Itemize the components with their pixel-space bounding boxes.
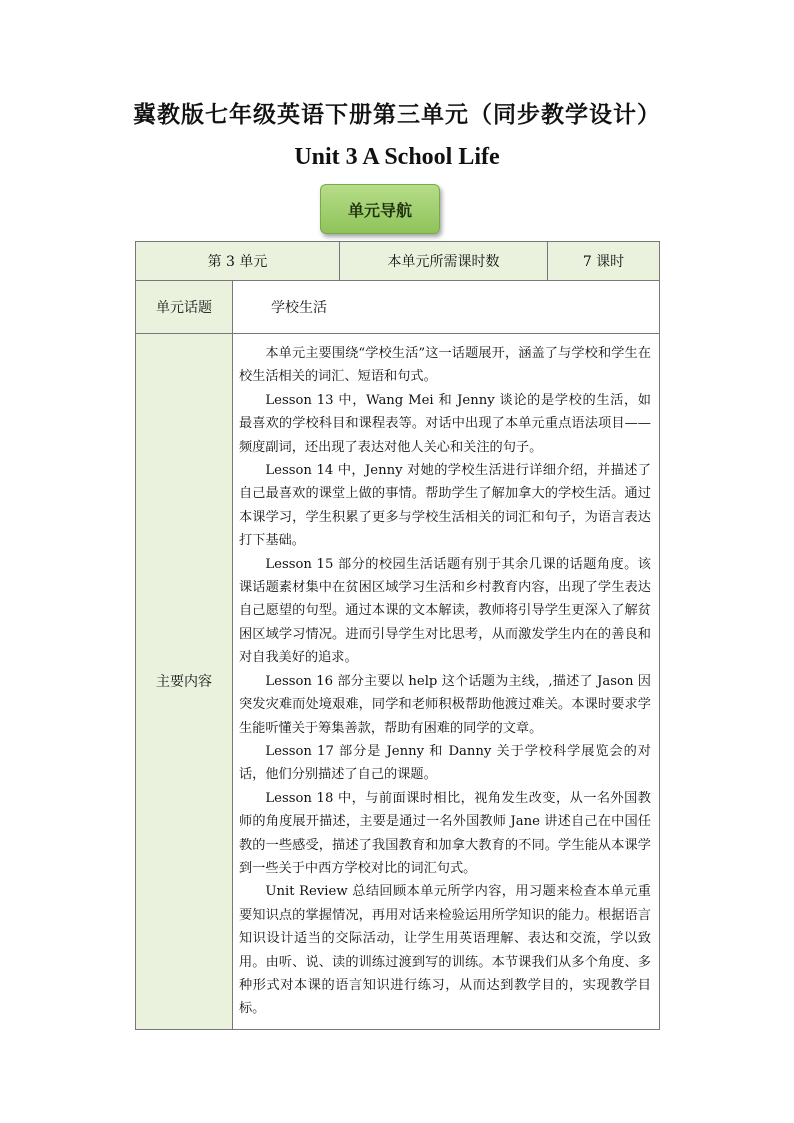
content-paragraph-lesson-13: Lesson 13 中，Wang Mei 和 Jenny 谈论的是学校的生活，如最喜欢的学校科目和课程表等。对话中出现了本单元重点语法项目——频度副词，还出现了表达对他人关心和关注的句子。 bbox=[239, 392, 651, 455]
content-paragraph-lesson-14: Lesson 14 中，Jenny 对她的学校生活进行详细介绍，并描述了自己最喜欢的课堂上做的事情。帮助学生了解加拿大的学校生活。通过本课学习，学生积累了更多与学校生活相关的词汇和句子，为语言表达打下基础。 bbox=[239, 463, 651, 549]
content-paragraph-lesson-17: Lesson 17 部分是 Jenny 和 Danny 关于学校科学展览会的对话，他们分别描述了自己的课题。 bbox=[239, 743, 651, 783]
topic-label-cell: 单元话题 bbox=[136, 281, 233, 334]
content-paragraph-lesson-15: Lesson 15 部分的校园生活话题有别于其余几课的话题角度。该课话题素材集中在贫困区域学习生活和乡村教育内容，出现了学生表达自己愿望的句型。通过本课的文本解读，教师将引导学生更深入了解贫困区域学习情况。进而引导学生对比思考，从而激发学生内在的善良和对自我美好的追求。 bbox=[239, 556, 651, 666]
content-body-cell bbox=[233, 334, 660, 1030]
content-paragraph-unit-review: Unit Review 总结回顾本单元所学内容，用习题来检查本单元重要知识点的掌握情况，再用对话来检验运用所学知识的能力。根据语言知识设计适当的交际活动，让学生用英语理解、表达和交流，学以致用。由听、说、读的训练过渡到写的训练。本节课我们从多个角度、多种形式对本课的语言知识进行练习，从而达到教学目的，实现教学目标。 bbox=[239, 884, 651, 1017]
page-title-english: Unit 3 A School Life bbox=[294, 144, 500, 170]
content-paragraph-lesson-16: Lesson 16 部分主要以 help 这个话题为主线，,描述了 Jason 因突发灾难而处境艰难，同学和老师积极帮助他渡过难关。本课时要求学生能听懂关于筹集善款，帮助有困难的同学的文章。 bbox=[239, 673, 651, 736]
topic-value-cell: 学校生活 bbox=[233, 281, 660, 334]
unit-number-cell: 第 3 单元 bbox=[136, 242, 340, 281]
unit-navigation-badge: 单元导航 bbox=[320, 184, 440, 234]
page-title-chinese: 冀教版七年级英语下册第三单元（同步教学设计） bbox=[133, 102, 661, 128]
hours-label-cell: 本单元所需课时数 bbox=[340, 242, 548, 281]
table-row-unit-hours bbox=[136, 242, 660, 281]
content-label-cell: 主要内容 bbox=[136, 334, 233, 1030]
table-row-topic bbox=[136, 281, 660, 334]
unit-overview-table bbox=[135, 241, 660, 1030]
hours-value-cell: 7 课时 bbox=[548, 242, 660, 281]
content-paragraph-lesson-18: Lesson 18 中，与前面课时相比，视角发生改变，从一名外国教师的角度展开描述，主要是通过一名外国教师 Jane 讲述自己在中国任教的一些感受，描述了我国教育和加拿大教育的不同。学生能从本课学到一些关于中西方学校对比的词汇句式。 bbox=[239, 790, 651, 876]
table-row-content bbox=[136, 334, 660, 1030]
content-paragraph-intro: 本单元主要围绕“学校生活”这一话题展开，涵盖了与学校和学生在校生活相关的词汇、短语和句式。 bbox=[239, 346, 651, 385]
